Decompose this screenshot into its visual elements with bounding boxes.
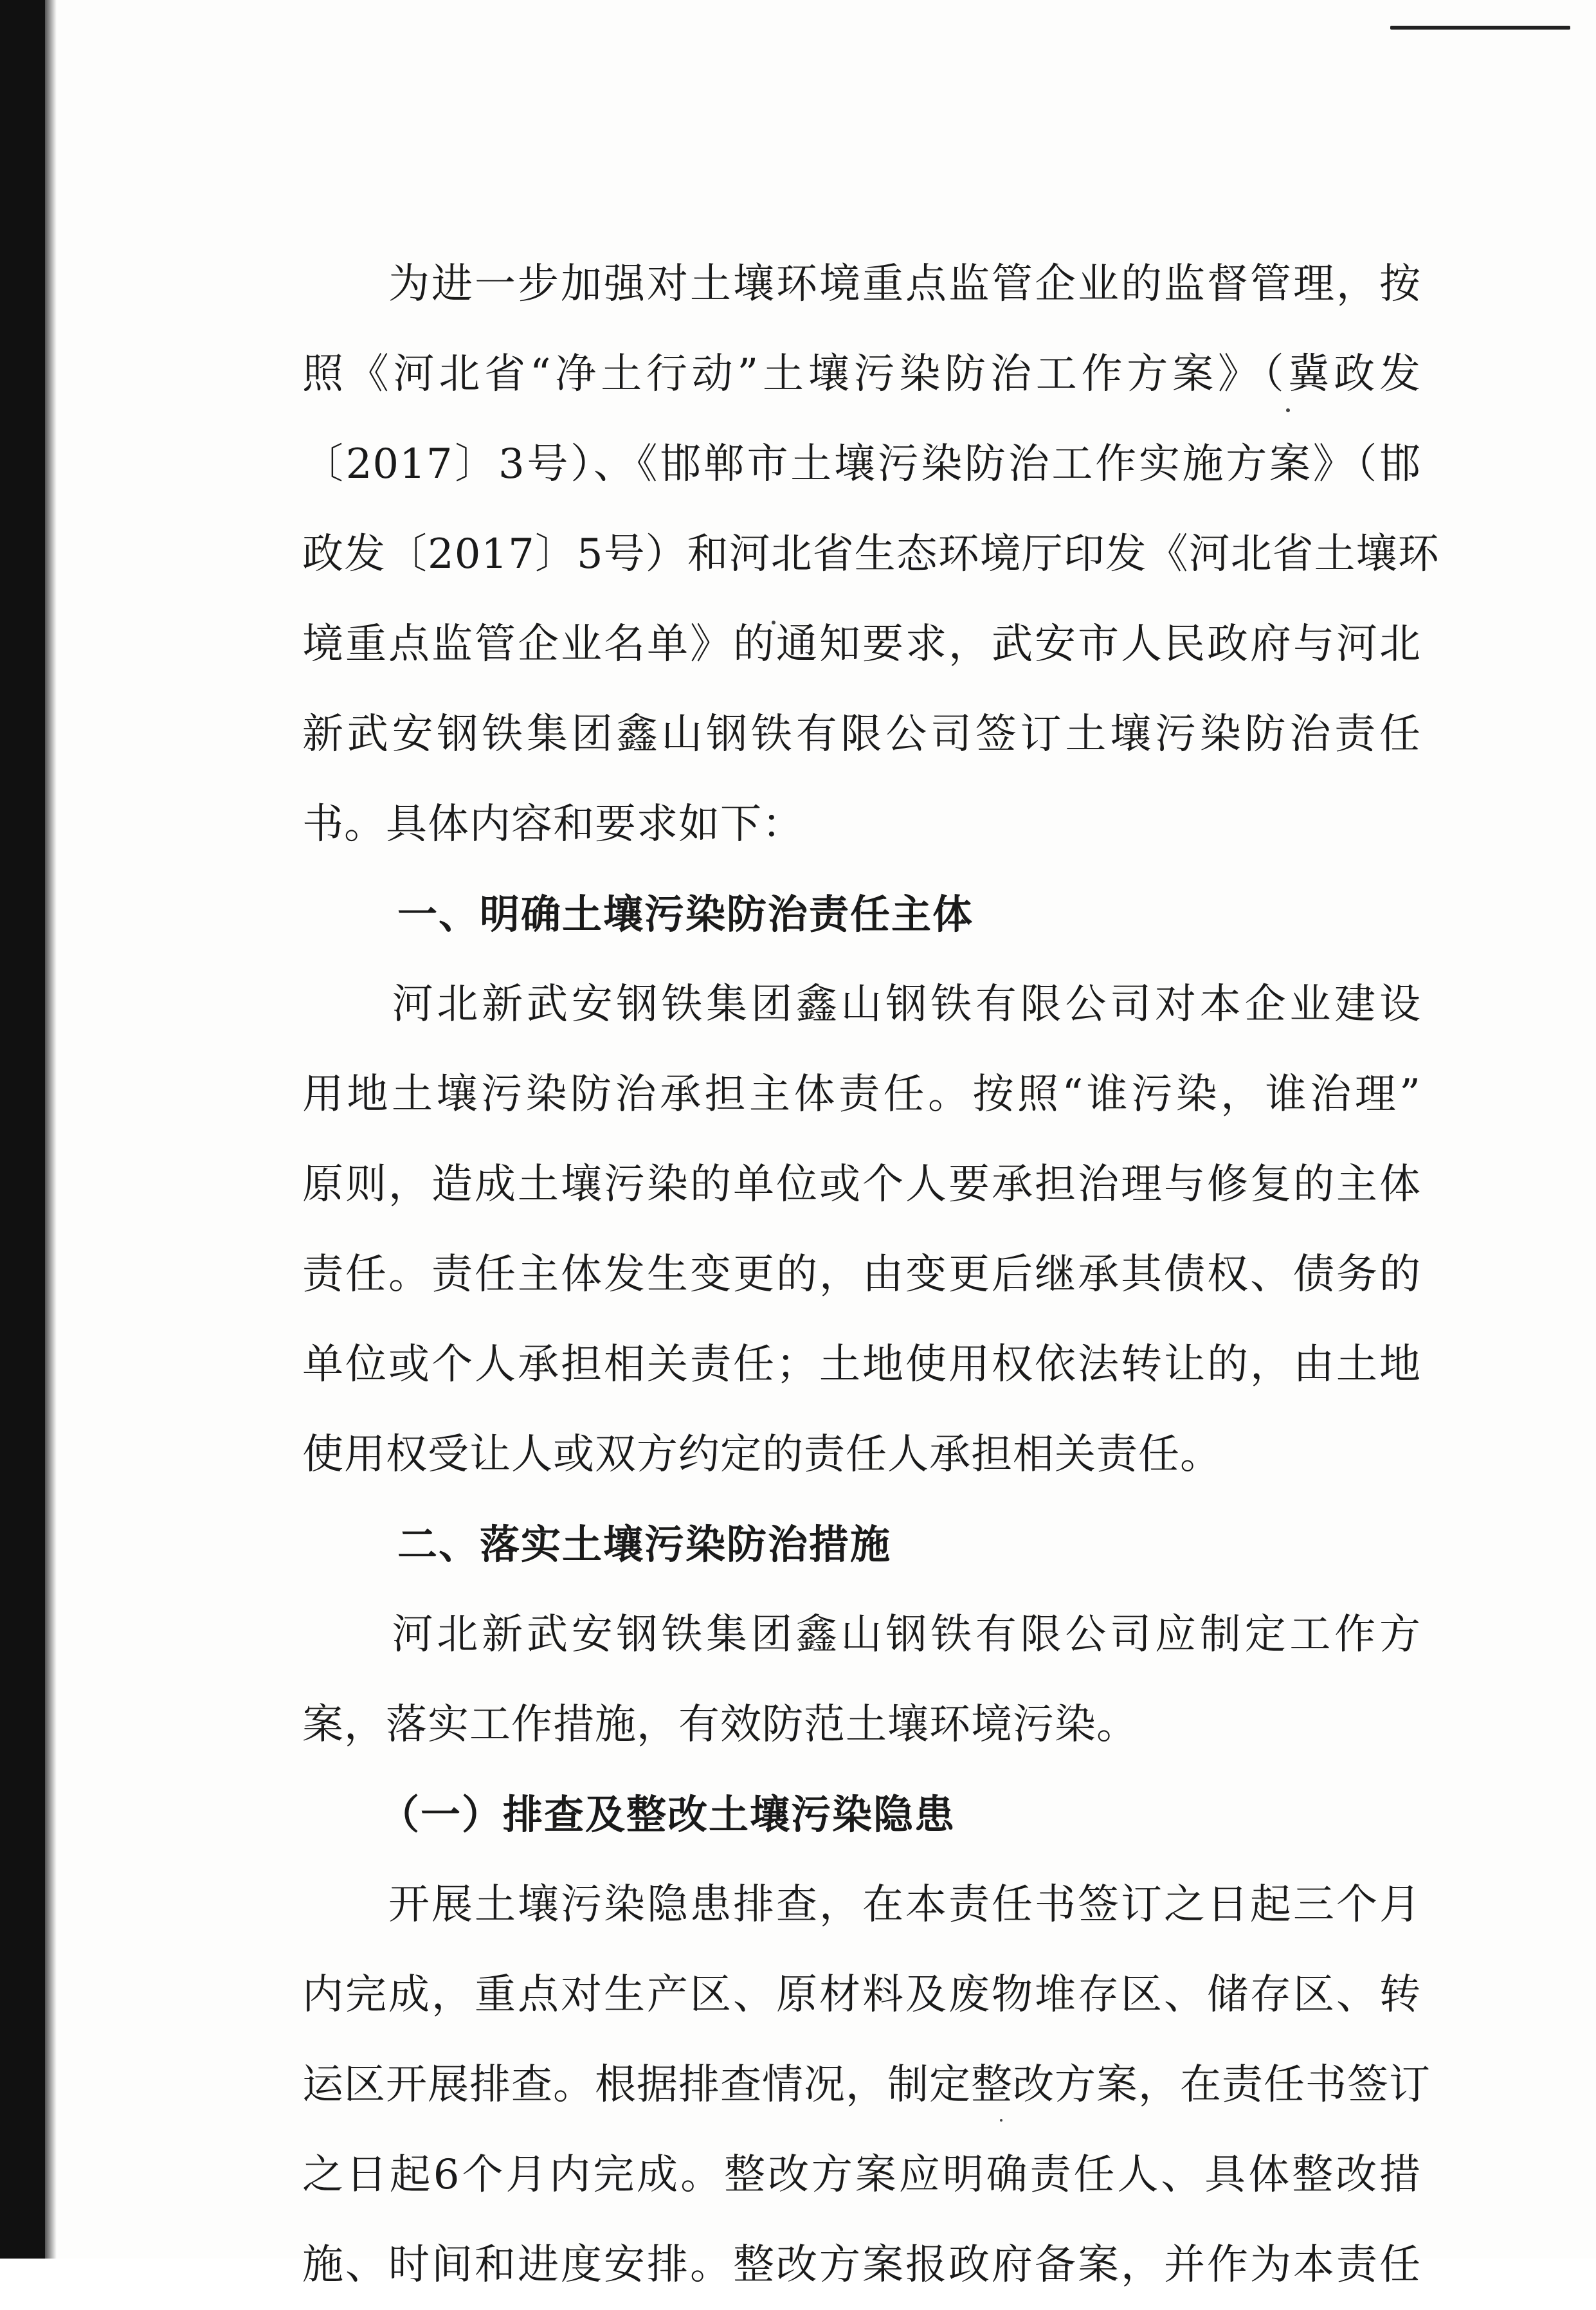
document-body — [302, 239, 1440, 2310]
section-heading: 二、落实土壤污染防治措施 — [397, 1521, 892, 1568]
scan-left-shadow-fade — [45, 0, 57, 2259]
text-line: 河北新武安钢铁集团鑫山钢铁有限公司对本企业建设 — [302, 981, 1421, 1028]
scan-top-right-mark — [1390, 26, 1570, 30]
text-line: 之日起6个月内完成。整改方案应明确责任人、具体整改措 — [302, 2151, 1421, 2199]
text-line: 用地土壤污染防治承担主体责任。按照“谁污染，谁治理” — [302, 1071, 1421, 1118]
text-line: 原则，造成土壤污染的单位或个人要承担治理与修复的主体 — [302, 1161, 1421, 1208]
text-line: 责任。责任主体发生变更的，由变更后继承其债权、债务的 — [302, 1251, 1421, 1298]
text-line: 新武安钢铁集团鑫山钢铁有限公司签订土壤污染防治责任 — [302, 711, 1421, 758]
text-line: 照《河北省“净土行动”土壤污染防治工作方案》（冀政发 — [302, 350, 1421, 398]
text-line: 单位或个人承担相关责任；土地使用权依法转让的，由土地 — [302, 1341, 1421, 1388]
text-line: 〔2017〕3号）、《邯郸市土壤污染防治工作实施方案》（邯 — [302, 441, 1421, 488]
text-line: 内完成，重点对生产区、原材料及废物堆存区、储存区、转 — [302, 1971, 1421, 2019]
text-line: 开展土壤污染隐患排查，在本责任书签订之日起三个月 — [302, 1881, 1421, 1929]
text-line: 为进一步加强对土壤环境重点监管企业的监督管理，按 — [302, 260, 1421, 308]
text-line: 案，落实工作措施，有效防范土壤环境污染。 — [302, 1701, 1138, 1749]
text-line: 使用权受让人或双方约定的责任人承担相关责任。 — [302, 1431, 1222, 1478]
text-line: 河北新武安钢铁集团鑫山钢铁有限公司应制定工作方 — [302, 1611, 1421, 1659]
text-line: 书。具体内容和要求如下： — [302, 801, 804, 848]
text-line: 运区开展排查。根据排查情况，制定整改方案，在责任书签订 — [302, 2061, 1431, 2109]
text-line: 境重点监管企业名单》的通知要求，武安市人民政府与河北 — [302, 621, 1421, 668]
section-heading: 一、明确土壤污染防治责任主体 — [397, 891, 974, 938]
subsection-heading: （一）排查及整改土壤污染隐患 — [379, 1791, 956, 1838]
text-line: 施、时间和进度安排。整改方案报政府备案，并作为本责任 — [302, 2241, 1421, 2289]
text-line: 政发〔2017〕5号）和河北省生态环境厅印发《河北省土壤环 — [302, 531, 1440, 578]
scan-left-shadow — [0, 0, 45, 2259]
